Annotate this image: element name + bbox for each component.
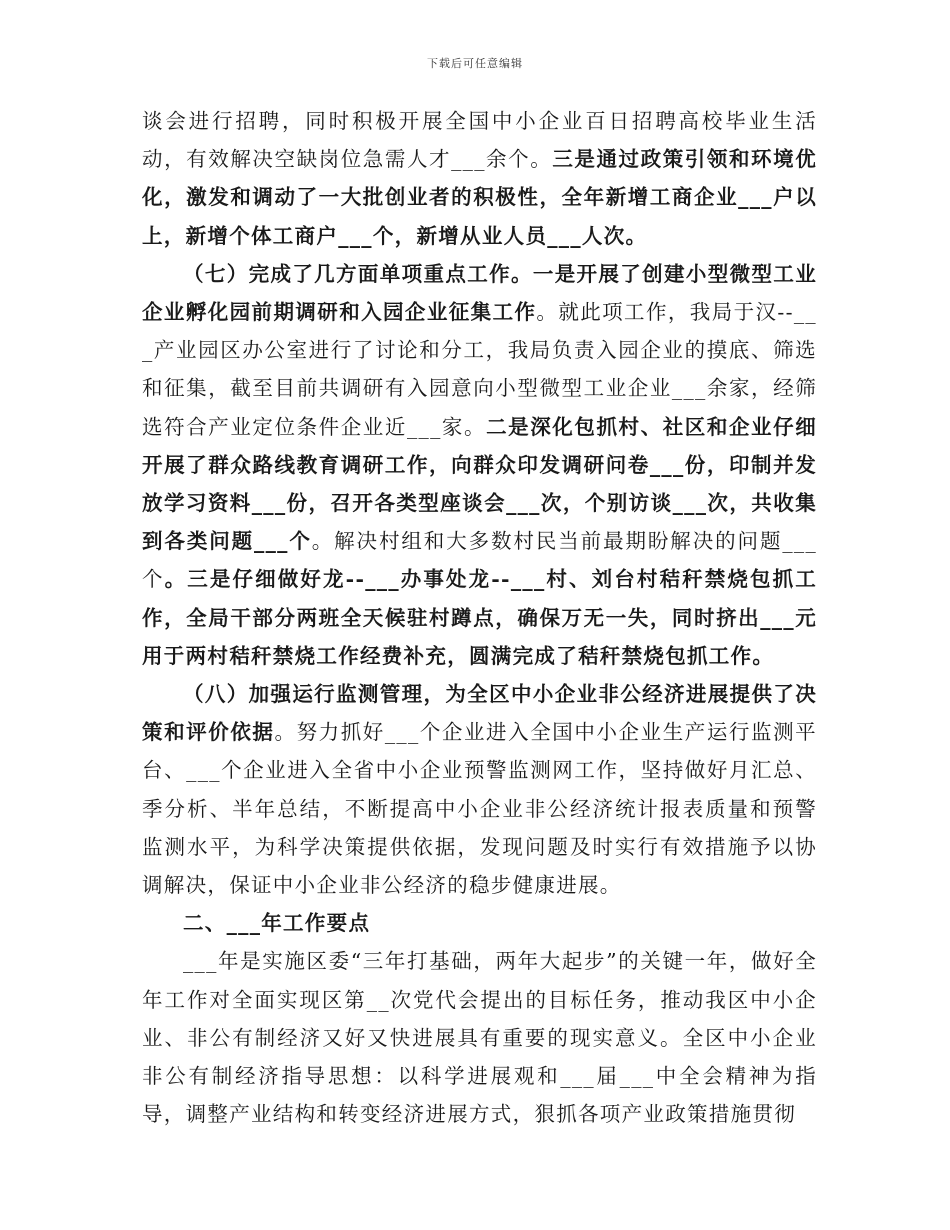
text-run-bold: 二是深化包抓村、社区和企业仔细开展了群众路线教育调研工作，向群众印发调研问卷___份，印制并发放学习资料___份，召开各类型座谈会___次，个别访谈___次，共收集到各类问题___个 — [142, 414, 817, 554]
text-run: 。解决村组和大多数村民当前最期盼解决的问题___个 — [142, 529, 818, 592]
text-run: 。就此项工作，我局于汉--___产业园区办公室进行了讨论和分工，我局负责入园企业的摸底、筛选和征集，截至目前共调研有入园意向小型微型工业企业___余家，经筛选符合产业定位条件企业近___家。 — [142, 300, 817, 439]
paragraph-monitoring-eight — [142, 675, 817, 904]
text-run: 。努力抓好___个企业进入全国中小企业生产运行监测平台、___个企业进入全省中小企业预警监测网工作，坚持做好月汇总、季分析、半年总结，不断提高中小企业非公经济统计报表质量和预警监测水平，为科学决策提供依据，发现问题及时实行有效措施予以协调解决，保证中小企业非公经济的稳步健康进展。 — [142, 720, 817, 898]
text-run-bold: 三是通过政策引领和环境优化，激发和调动了一大批创业者的积极性，全年新增工商企业___户以上，新增个体工商户___个，新增从业人员___人次。 — [142, 147, 817, 248]
paragraph-recruitment — [142, 102, 817, 255]
text-run: ___年是实施区委“三年打基础，两年大起步”的关键一年，做好全年工作对全面实现区第__次党代会提出的目标任务，推动我区中小企业、非公有制经济又好又快进展具有重要的现实意义。全区中小企业非公有制经济指导思想：以科学进展观和___届___中全会精神为指导，调整产业结构和转变经济进展方式，狠抓各项产业政策措施贯彻 — [142, 949, 817, 1127]
text-run-bold: （七）完成了几方面单项重点工作。一是开展了创建小型微型工业企业孵化园前期调研和入园企业征集工作 — [142, 261, 817, 325]
paragraph-key-work-seven — [142, 255, 817, 675]
page-header: 下载后可任意编辑 — [427, 57, 523, 70]
section-heading: 二、___年工作要点 — [183, 911, 371, 936]
text-run-bold: 。三是仔细做好龙--___办事处龙--___村、刘台村秸秆禁烧包抓工作，全局干部分两班全天候驻村蹲点，确保万无一失，同时挤出___元用于两村秸秆禁烧工作经费补充，圆满完成了秸秆禁烧包抓工作。 — [142, 567, 817, 668]
document-body — [142, 102, 817, 1133]
paragraph-work-points — [142, 942, 817, 1133]
text-run: 谈会进行招聘，同时积极开展全国中小企业百日招聘高校毕业生活动，有效解决空缺岗位急需人才___余个。 — [142, 109, 817, 172]
text-run-bold: （八）加强运行监测管理，为全区中小企业非公经济进展提供了决策和评价依据 — [142, 682, 817, 745]
